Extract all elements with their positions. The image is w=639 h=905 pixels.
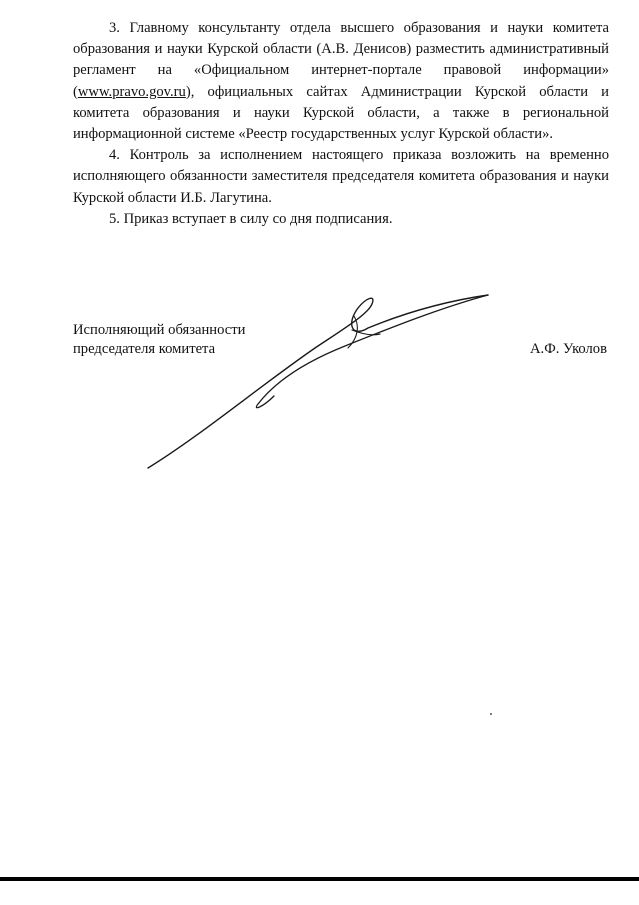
pravo-link[interactable]: www.pravo.gov.ru <box>77 83 186 100</box>
paragraph-3 <box>73 18 609 145</box>
scan-speck <box>490 713 492 715</box>
signer-position-line-2: председателя комитета <box>73 341 216 357</box>
paragraph-4: 4. Контроль за исполнением настоящего приказа возложить на временно исполняющего обязанности заместителя председателя комитета образования и науки Курской области И.Б. Лагутина. <box>73 147 609 206</box>
signer-position-line-1: Исполняющий обязанности <box>73 322 246 338</box>
document-body <box>73 18 609 230</box>
signer-name: А.Ф. Уколов <box>530 341 607 357</box>
paragraph-5: 5. Приказ вступает в силу со дня подписания. <box>109 210 393 227</box>
paragraph-3-text-before: 3. Главному консультанту отдела высшего образования и науки комитета образования и науки Курской области (А.В. Денисов) разместить административный регламент на «Официальном интернет-портале правовой информации» ( <box>73 20 609 100</box>
bottom-border-line <box>0 877 639 881</box>
paragraph-3-text-after: ), официальных сайтах Администрации Курской области и комитета образования и науки Курской области, а также в региональной информационной системе «Реестр государственных услуг Курской области». <box>73 83 609 143</box>
handwritten-signature-icon <box>140 286 500 476</box>
